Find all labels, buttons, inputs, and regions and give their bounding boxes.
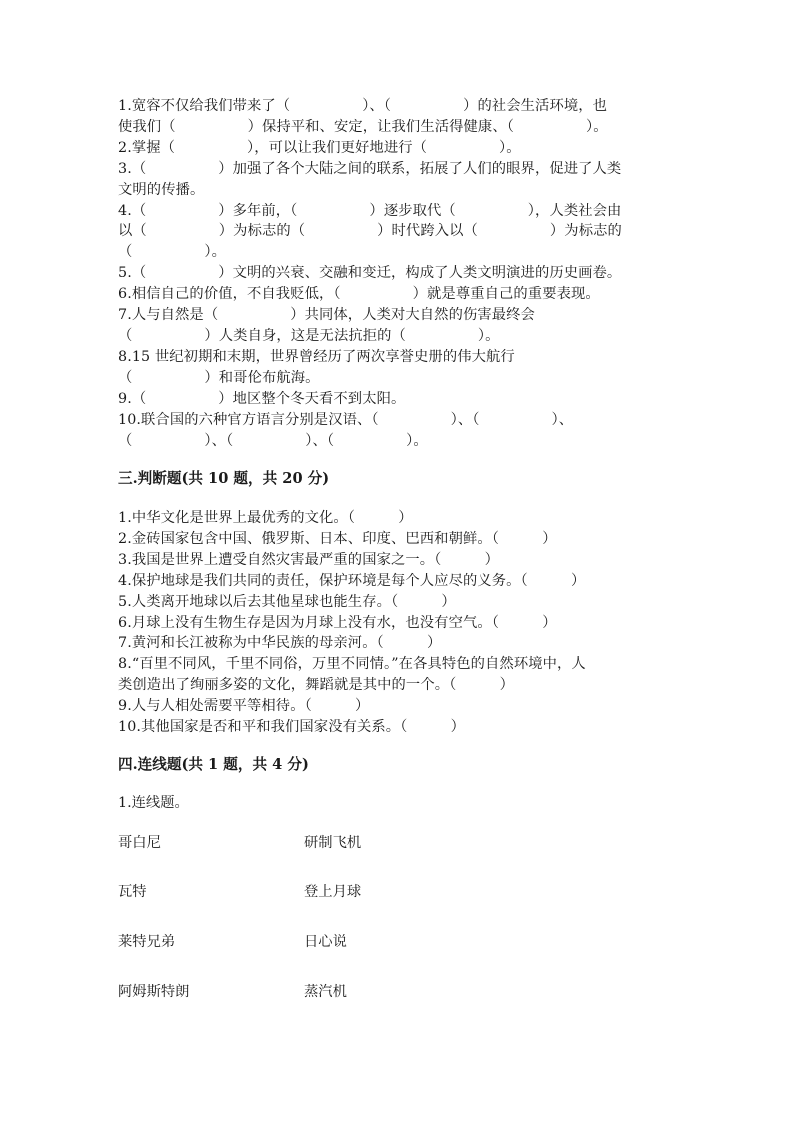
judge-line: 6.月球上没有生物生存是因为月球上没有水，也没有空气。（ ） <box>118 614 557 631</box>
judge-line: 8.“百里不同风，千里不同俗，万里不同情。”在各具特色的自然环境中，人 <box>118 656 586 673</box>
judge-line: 7.黄河和长江被称为中华民族的母亲河。（ ） <box>118 635 442 652</box>
match-right-item: 登上月球 <box>304 884 362 900</box>
fill-line: 8.15 世纪初期和末期，世界曾经历了两次享誉史册的伟大航行 <box>118 348 515 365</box>
fill-line: 10.联合国的六种官方语言分别是汉语、（ ）、（ ）、 <box>118 411 574 428</box>
fill-line: 9.（ ）地区整个冬天看不到太阳。 <box>118 390 406 407</box>
fill-line: 2.掌握（ ），可以让我们更好地进行（ ）。 <box>118 139 521 156</box>
match-right-item: 蒸汽机 <box>304 984 347 1000</box>
fill-line: 7.人与自然是（ ）共同体，人类对大自然的伤害最终会 <box>118 307 535 324</box>
judge-line: 4.保护地球是我们共同的责任，保护环境是每个人应尽的义务。（ ） <box>118 572 586 589</box>
fill-line: （ ）人类自身，这是无法抗拒的（ ）。 <box>118 327 500 344</box>
fill-line: 4.（ ）多年前，（ ）逐步取代（ ），人类社会由 <box>118 202 622 219</box>
fill-line: 1.宽容不仅给我们带来了（ ）、（ ）的社会生活环境，也 <box>118 98 608 114</box>
fill-line: 使我们（ ）保持平和、安定，让我们生活得健康、（ ）。 <box>118 118 608 135</box>
fill-line: 5.（ ）文明的兴衰、交融和变迁，构成了人类文明演进的历史画卷。 <box>118 265 622 282</box>
judge-line: 3.我国是世界上遭受自然灾害最严重的国家之一。（ ） <box>118 551 500 568</box>
match-left-item: 莱特兄弟 <box>118 934 176 950</box>
fill-line: 3.（ ）加强了各个大陆之间的联系，拓展了人们的眼界，促进了人类 <box>118 160 622 177</box>
match-left-item: 哥白尼 <box>118 835 161 851</box>
judge-line: 9.人与人相处需要平等相待。（ ） <box>118 698 370 715</box>
judge-section <box>118 508 678 738</box>
fill-line: （ ）。 <box>118 244 227 261</box>
matching-question: 1.连线题。 <box>118 795 189 811</box>
judge-section-heading: 三.判断题(共 10 题，共 20 分) <box>118 470 330 487</box>
judge-line: 10.其他国家是否和平和我们国家没有关系。（ ） <box>118 719 466 736</box>
match-right-item: 日心说 <box>304 934 347 950</box>
fill-line: （ ）和哥伦布航海。 <box>118 369 320 386</box>
matching-section-heading: 四.连线题(共 1 题，共 4 分) <box>118 756 309 773</box>
fill-line: （ ）、（ ）、（ ）。 <box>118 432 428 449</box>
judge-line: 类创造出了绚丽多姿的文化，舞蹈就是其中的一个。（ ） <box>118 677 514 694</box>
judge-line: 2.金砖国家包含中国、俄罗斯、日本、印度、巴西和朝鲜。（ ） <box>118 530 557 547</box>
match-left-item: 瓦特 <box>118 884 147 900</box>
judge-line: 5.人类离开地球以后去其他星球也能生存。（ ） <box>118 593 456 610</box>
fill-blank-section <box>118 96 678 451</box>
fill-line: 文明的传播。 <box>118 181 205 198</box>
fill-line: 以（ ）为标志的（ ）时代跨入以（ ）为标志的 <box>118 223 622 240</box>
match-left-item: 阿姆斯特朗 <box>118 984 190 1000</box>
judge-line: 1.中华文化是世界上最优秀的文化。（ ） <box>118 510 413 526</box>
fill-line: 6.相信自己的价值，不自我贬低，（ ）就是尊重自己的重要表现。 <box>118 286 600 303</box>
match-right-item: 研制飞机 <box>304 835 362 851</box>
